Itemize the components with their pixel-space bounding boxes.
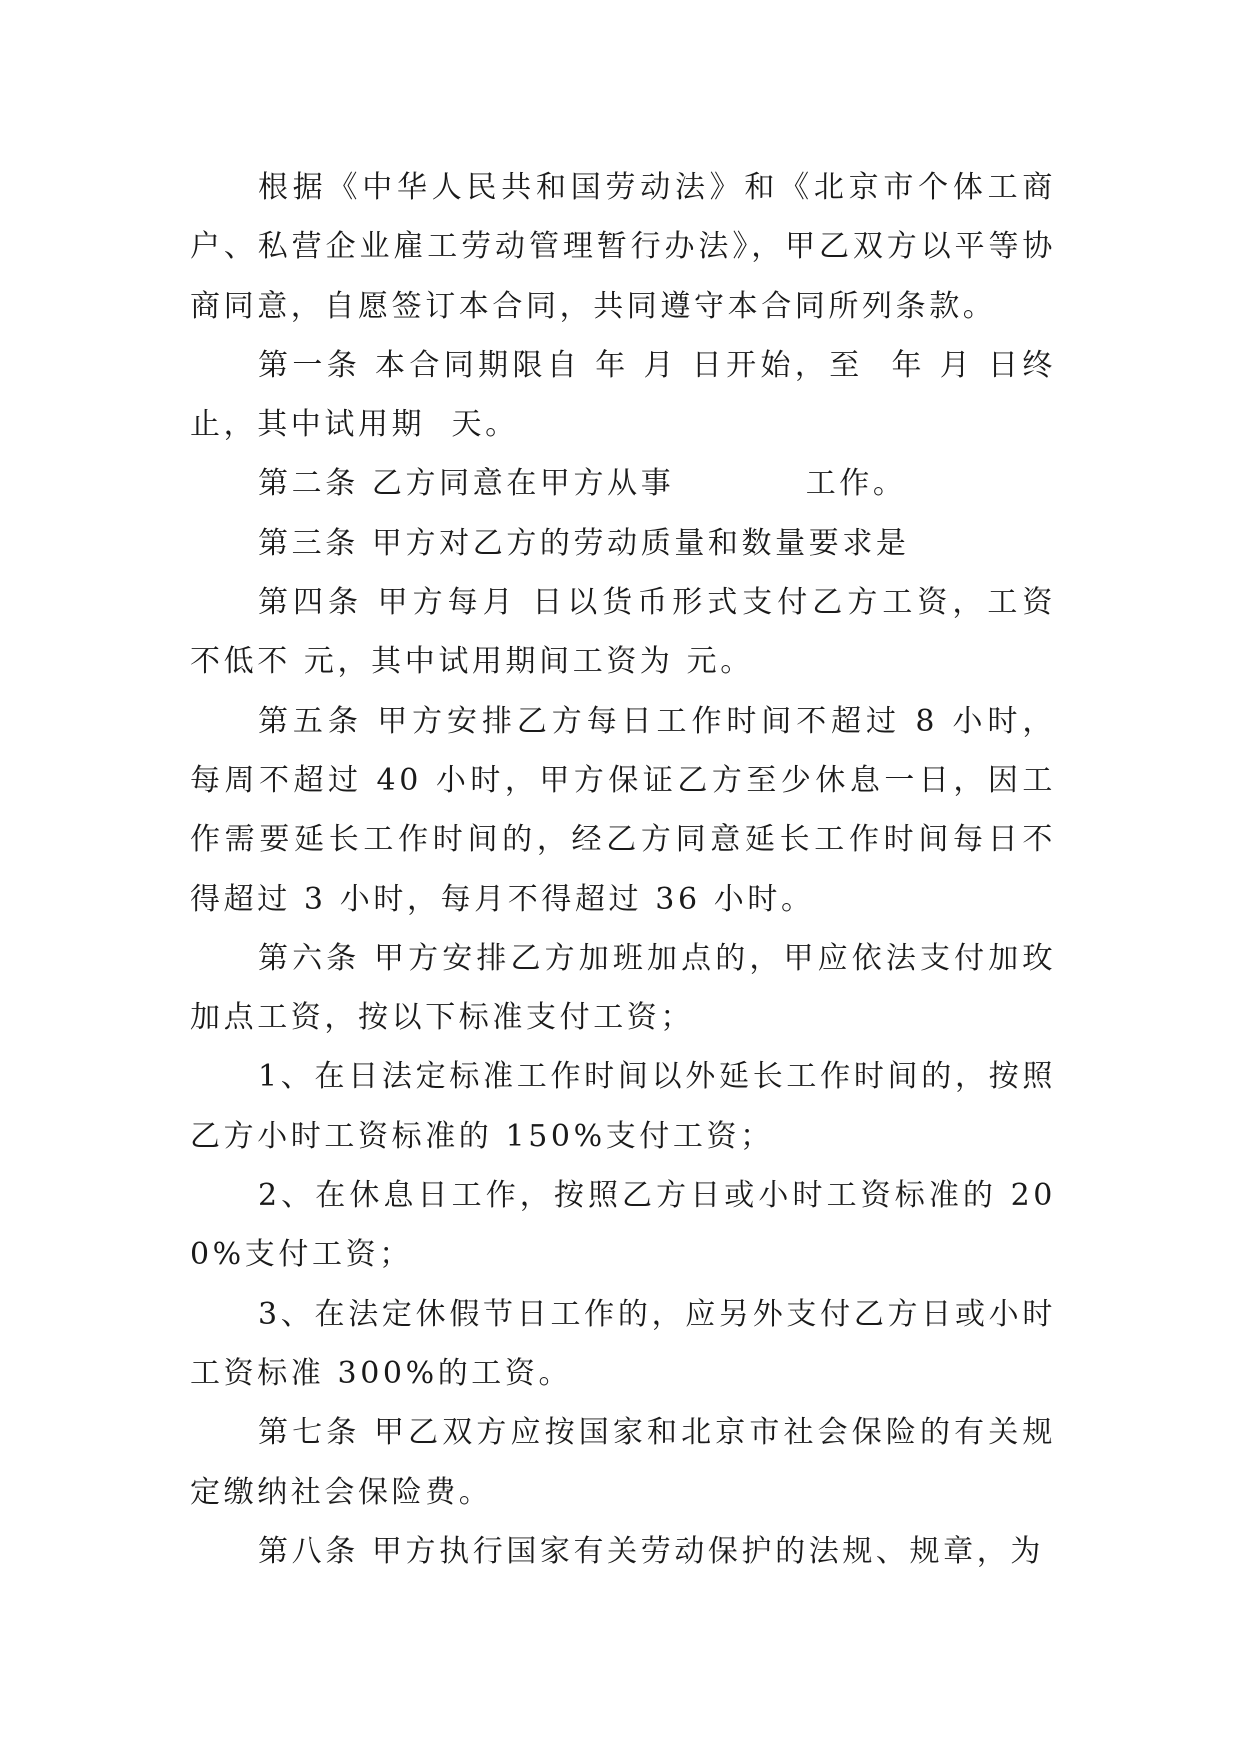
article-3-requirements: 第三条 甲方对乙方的劳动质量和数量要求是 <box>258 525 910 561</box>
overtime-item-3: 3、在法定休假节日工作的，应另外支付乙方日或小时工资标准 300%的工资。 <box>190 1296 1056 1391</box>
preamble-paragraph: 根据《中华人民共和国劳动法》和《北京市个体工商户、私营企业雇工劳动管理暂行办法》，甲乙双方以平等协商同意，自愿签订本合同，共同遵守本合同所列条款。 <box>190 170 1056 324</box>
article-5-working-hours: 第五条 甲方安排乙方每日工作时间不超过 8 小时，每周不超过 40 小时，甲方保证乙方至少休息一日，因工作需要延长工作时间的，经乙方同意延长工作时间每日不得超过 3 小时，每月不得超过 36 小时。 <box>190 703 1056 917</box>
article-1-term: 第一条 本合同期限自 年 月 日开始，至 年 月 日终止，其中试用期 天。 <box>190 347 1056 443</box>
article-4-wages: 第四条 甲方每月 日以货币形式支付乙方工资，工资不低不 元，其中试用期间工资为 元。 <box>190 585 1056 680</box>
overtime-item-1: 1、在日法定标准工作时间以外延长工作时间的，按照乙方小时工资标准的 150%支付工资； <box>190 1059 1056 1154</box>
article-6-overtime: 第六条 甲方安排乙方加班加点的，甲应依法支付加玫加点工资，按以下标准支付工资； <box>190 940 1056 1036</box>
contract-body <box>190 158 1056 1581</box>
overtime-item-2: 2、在休息日工作，按照乙方日或小时工资标准的 200%支付工资； <box>190 1178 1056 1273</box>
article-7-social-insurance: 第七条 甲乙双方应按国家和北京市社会保险的有关规定缴纳社会保险费。 <box>190 1415 1056 1510</box>
article-2-job: 第二条 乙方同意在甲方从事 工作。 <box>258 466 907 502</box>
article-8-labor-protection: 第八条 甲方执行国家有关劳动保护的法规、规章，为 <box>258 1533 1044 1569</box>
